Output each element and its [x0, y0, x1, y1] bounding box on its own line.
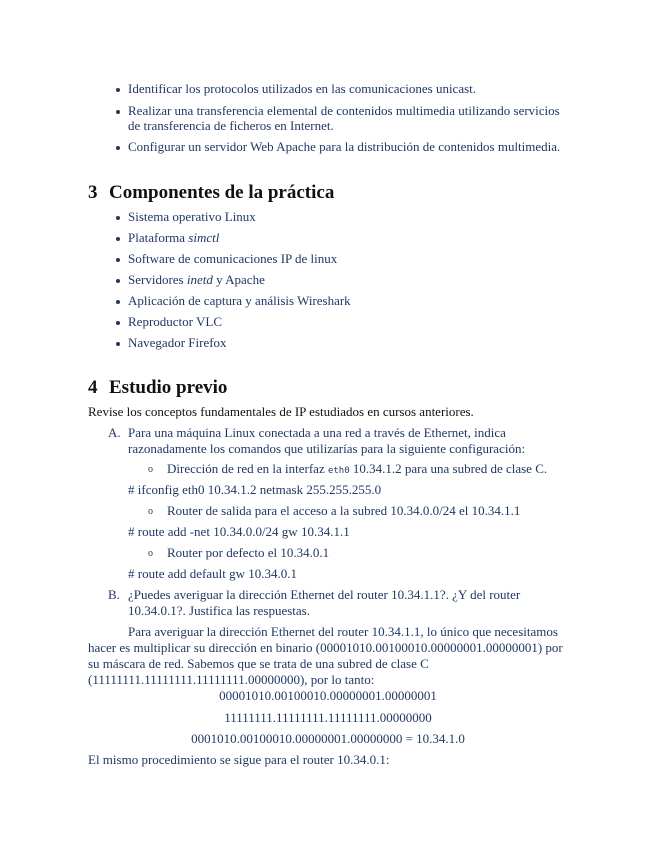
bullet-icon: [116, 146, 120, 150]
list-label-a: A.: [108, 425, 121, 440]
binary-calculation-line: 00001010.00100010.00000001.00000001: [219, 688, 437, 703]
component-text: y Apache: [212, 272, 265, 287]
inline-code: eth0: [327, 466, 350, 476]
objective-item: Configurar un servidor Web Apache para la distribución de contenidos multimedia.: [128, 139, 561, 154]
closing-line: El mismo procedimiento se sigue para el router 10.34.0.1:: [88, 752, 390, 767]
sub-item: Router por defecto el 10.34.0.1: [167, 545, 330, 560]
component-emphasis: inetd: [186, 272, 213, 287]
sub-item: Router de salida para el acceso a la subred 10.34.0.0/24 el 10.34.1.1: [167, 503, 521, 518]
question-a-line: Para una máquina Linux conectada a una red a través de Ethernet, indica: [128, 425, 506, 440]
bullet-icon: [116, 237, 120, 241]
answer-paragraph-line: Para averiguar la dirección Ethernet del router 10.34.1.1, lo único que necesitamos: [128, 624, 558, 639]
section-title: Componentes de la práctica: [109, 182, 335, 203]
section-number: 3: [88, 182, 98, 203]
objective-item: Identificar los protocolos utilizados en las comunicaciones unicast.: [128, 81, 477, 96]
question-b-line: 10.34.0.1?. Justifica las respuestas.: [128, 603, 310, 618]
sub-item-text: Dirección de red en la interfaz: [167, 461, 328, 476]
section-number: 4: [88, 377, 98, 398]
component-item: Software de comunicaciones IP de linux: [128, 251, 338, 266]
bullet-icon: [116, 279, 120, 283]
objective-item-continuation: de transferencia de ficheros en Internet.: [128, 118, 334, 133]
circle-bullet-icon: o: [148, 464, 153, 475]
component-item: [128, 230, 219, 246]
command-line: # route add -net 10.34.0.0/24 gw 10.34.1.1: [128, 524, 350, 539]
component-text: Servidores: [128, 272, 187, 287]
answer-paragraph-line: (11111111.11111111.11111111.00000000), por lo tanto:: [88, 672, 375, 687]
question-b-line: ¿Puedes averiguar la dirección Ethernet del router 10.34.1.1?. ¿Y del router: [128, 587, 521, 602]
section-heading-4: [88, 377, 227, 399]
component-item: Sistema operativo Linux: [128, 209, 256, 224]
component-item: Navegador Firefox: [128, 335, 227, 350]
component-item: Aplicación de captura y análisis Wireshark: [128, 293, 351, 308]
component-emphasis: simctl: [188, 230, 220, 245]
circle-bullet-icon: o: [148, 506, 153, 517]
component-text: Plataforma: [128, 230, 189, 245]
binary-calculation-result: 0001010.00100010.00000001.00000000 = 10.34.1.0: [191, 731, 465, 746]
command-line: # ifconfig eth0 10.34.1.2 netmask 255.255.255.0: [128, 482, 382, 497]
bullet-icon: [116, 110, 120, 114]
list-label-b: B.: [108, 587, 120, 602]
objective-item: Realizar una transferencia elemental de contenidos multimedia utilizando servicios: [128, 103, 560, 118]
bullet-icon: [116, 216, 120, 220]
answer-paragraph-line: su máscara de red. Sabemos que se trata de una subred de clase C: [88, 656, 429, 671]
component-item: Reproductor VLC: [128, 314, 222, 329]
bullet-icon: [116, 342, 120, 346]
section-heading-3: [88, 182, 334, 204]
sub-item: [167, 461, 547, 479]
command-line: # route add default gw 10.34.0.1: [128, 566, 297, 581]
component-item: [128, 272, 265, 288]
question-a-line: razonadamente los comandos que utilizarías para la siguiente configuración:: [128, 441, 526, 456]
section-title: Estudio previo: [109, 377, 228, 398]
sub-item-text: 10.34.1.2 para una subred de clase C.: [349, 461, 548, 476]
intro-paragraph: Revise los conceptos fundamentales de IP estudiados en cursos anteriores.: [88, 404, 474, 419]
bullet-icon: [116, 321, 120, 325]
bullet-icon: [116, 300, 120, 304]
bullet-icon: [116, 258, 120, 262]
answer-paragraph-line: hacer es multiplicar su dirección en binario (00001010.00100010.00000001.00000001) por: [88, 640, 563, 655]
binary-calculation-line: 11111111.11111111.11111111.00000000: [224, 710, 432, 725]
bullet-icon: [116, 88, 120, 92]
circle-bullet-icon: o: [148, 548, 153, 559]
